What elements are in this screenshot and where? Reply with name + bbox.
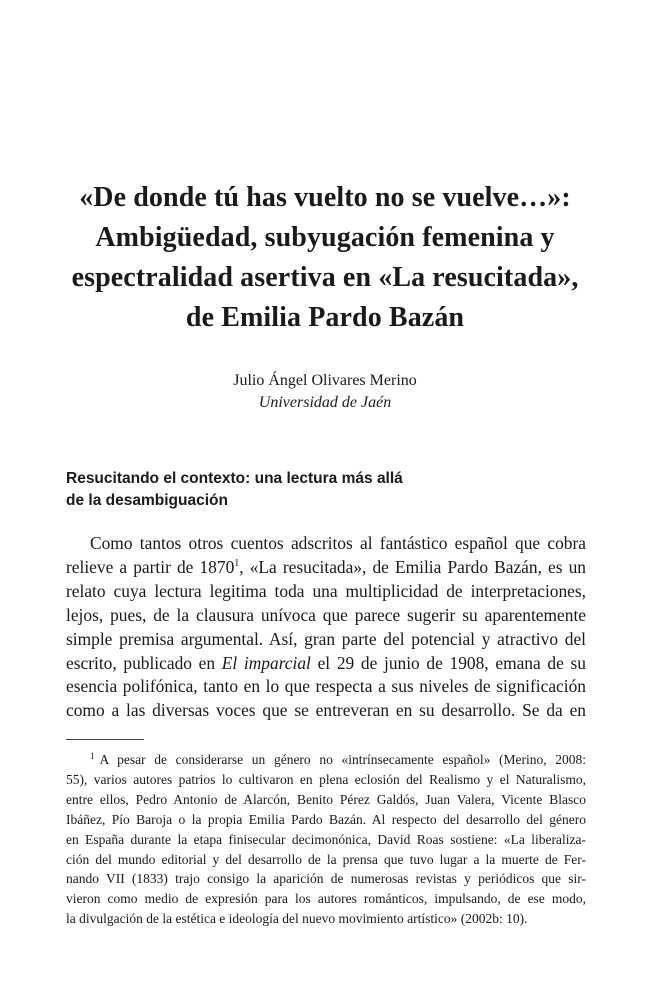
body-line: esencia polifónica, tanto en lo que respecta a sus niveles de significación — [66, 676, 586, 697]
body-line: como a las diversas voces que se entreveran en su desarrollo. Se da en — [66, 700, 586, 721]
body-text-run: el 29 de junio de 1908, emana de su — [310, 652, 586, 673]
footnote-reference[interactable]: 1 — [234, 558, 240, 570]
title-line: espectralidad asertiva en «La resucitada», — [71, 262, 579, 293]
footnote-line — [66, 750, 586, 770]
section-heading-line: Resucitando el contexto: una lectura más allá — [66, 470, 403, 487]
footnote-line: 55), varios autores patrios lo cultivaron en plena eclosión del Realismo y el Naturalismo, — [66, 771, 586, 787]
author-name: Julio Ángel Olivares Merino — [233, 372, 417, 389]
title-line: «De donde tú has vuelto no se vuelve…»: — [79, 182, 571, 213]
body-text-run: , «La resucitada», de Emilia Pardo Bazán, es un — [239, 556, 586, 577]
body-line — [66, 652, 586, 676]
footnote-line: en España durante la etapa finisecular decimonónica, David Roas sostiene: «La liberaliza- — [66, 831, 586, 847]
footnote-line: vieron como medio de expresión para los autores románticos, impulsando, de ese modo, — [66, 891, 586, 907]
footnote-text-run: A pesar de considerarse un género no «intrínsecamente español» (Merino, 2008: — [99, 752, 586, 767]
footnote-line: nando VII (1833) trajo consigo la aparición de numerosas revistas y periódicos que sir- — [66, 871, 586, 887]
footnote-line: la divulgación de la estética e ideología del nuevo movimiento artístico» (2002b: 10). — [66, 911, 528, 927]
footnote-line: entre ellos, Pedro Antonio de Alarcón, Benito Pérez Galdós, Juan Valera, Vicente Blasco — [66, 791, 586, 807]
publication-name: El imparcial — [221, 652, 311, 673]
footnote-number: 1 — [90, 750, 95, 761]
footnote-line: ción del mundo editorial y del desarrollo de la prensa que tuvo lugar a la muerte de Fer- — [66, 851, 586, 867]
body-line: simple premisa argumental. Así, gran parte del potencial y atractivo del — [66, 628, 586, 649]
body-line: Como tantos otros cuentos adscritos al fantástico español que cobra — [90, 533, 586, 553]
footnote-separator — [66, 739, 144, 740]
author-affiliation: Universidad de Jaén — [258, 394, 392, 411]
title-line: Ambigüedad, subyugación femenina y — [95, 222, 555, 253]
section-heading — [66, 468, 586, 512]
footnote-line: Ibáñez, Pío Baroja o la propia Emilia Pardo Bazán. Al respecto del desarrollo del género — [66, 811, 586, 827]
body-text-run: escrito, publicado en — [66, 652, 222, 673]
body-line: lejos, pues, de la clausura unívoca que parece sugerir su aparentemente — [66, 604, 586, 625]
footnote — [66, 750, 586, 929]
title-line: de Emilia Pardo Bazán — [185, 302, 465, 333]
body-line: relato cuya lectura legitima toda una multiplicidad de interpretaciones, — [66, 580, 586, 601]
body-paragraph — [66, 532, 586, 723]
body-line — [66, 556, 586, 580]
body-text-run: relieve a partir de 1870 — [66, 556, 235, 577]
section-heading-line: de la desambiguación — [66, 492, 228, 509]
article-title — [50, 178, 600, 338]
